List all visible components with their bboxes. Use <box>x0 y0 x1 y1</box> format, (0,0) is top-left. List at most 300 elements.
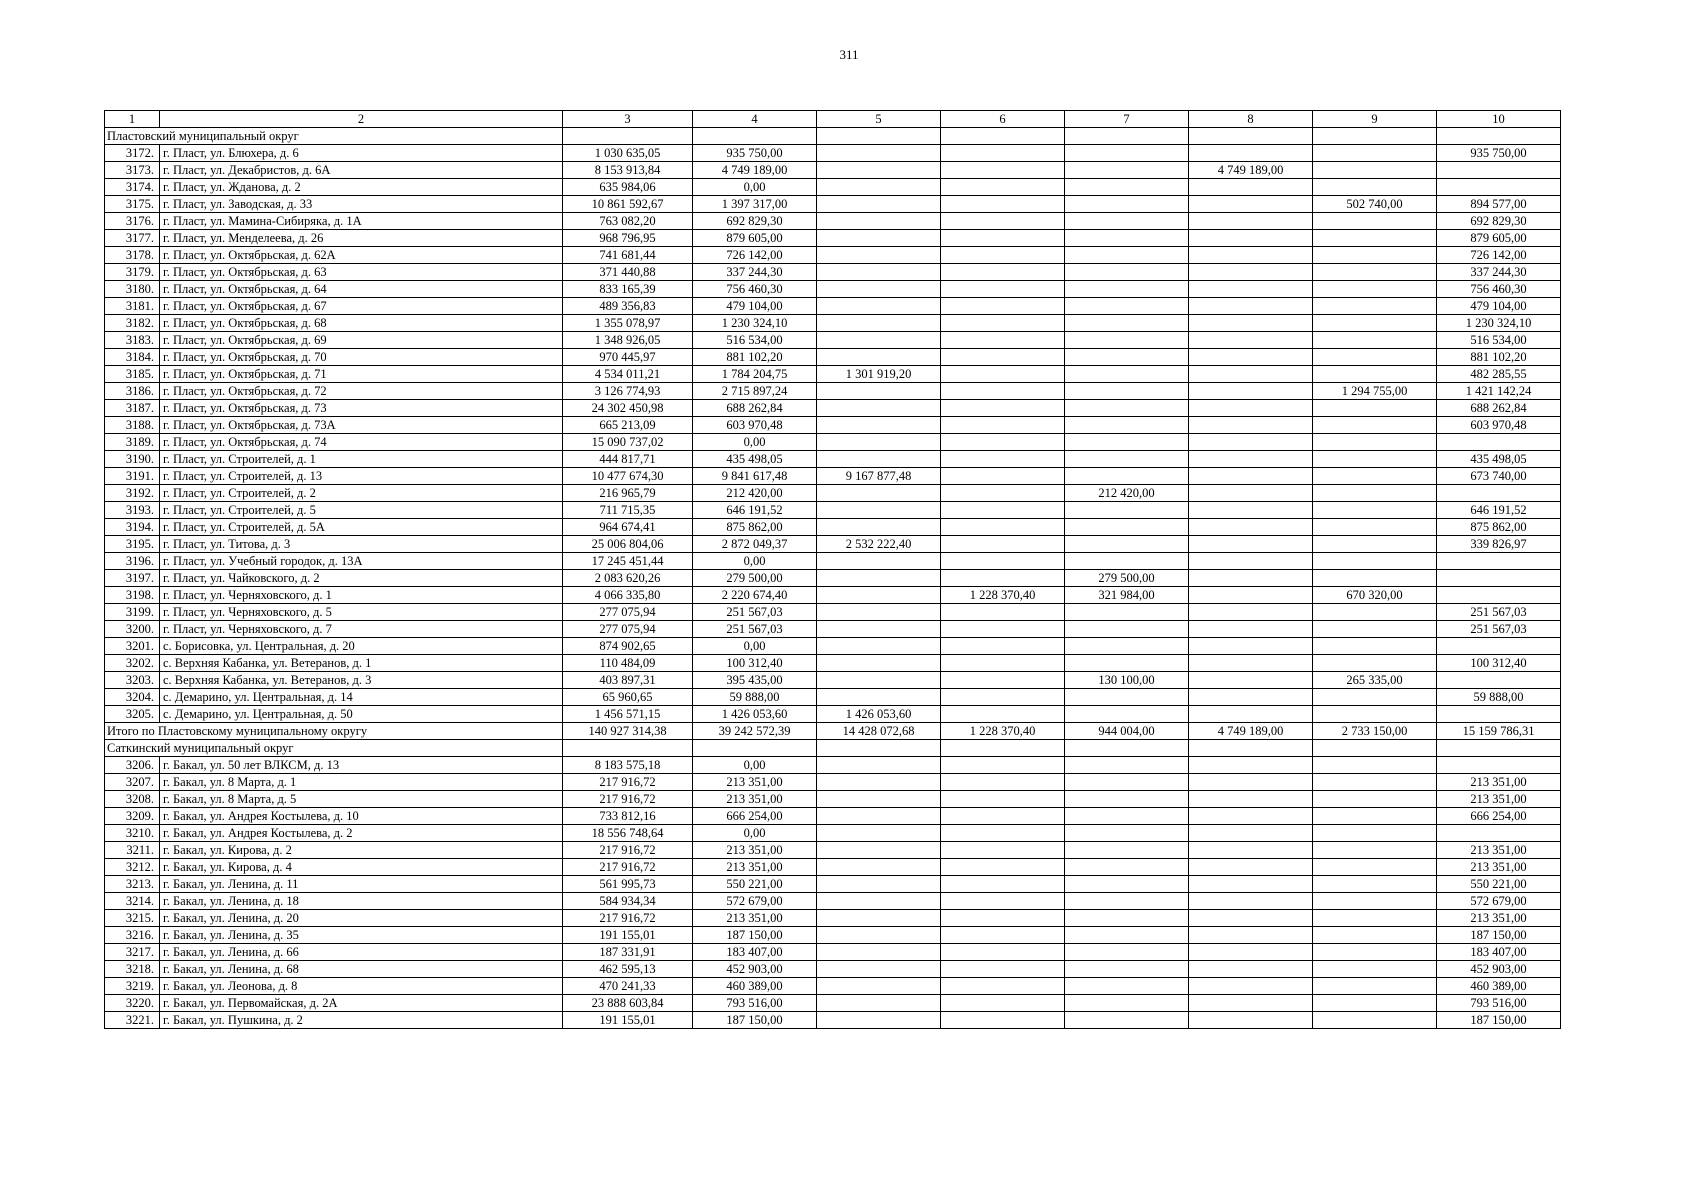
table-cell: 793 516,00 <box>693 995 817 1012</box>
table-cell: 1 397 317,00 <box>693 196 817 213</box>
table-cell <box>817 893 941 910</box>
table-cell: 2 872 049,37 <box>693 536 817 553</box>
table-cell: 756 460,30 <box>1437 281 1561 298</box>
table-cell: 874 902,65 <box>563 638 693 655</box>
address-cell: с. Борисовка, ул. Центральная, д. 20 <box>160 638 563 655</box>
table-row <box>105 332 1561 349</box>
table-cell <box>1313 910 1437 927</box>
table-cell: 213 351,00 <box>693 859 817 876</box>
table-cell <box>563 740 693 757</box>
table-cell: 894 577,00 <box>1437 196 1561 213</box>
table-cell: 183 407,00 <box>1437 944 1561 961</box>
table-cell: 0,00 <box>693 757 817 774</box>
table-cell <box>563 128 693 145</box>
row-number: 3219. <box>105 978 160 995</box>
address-cell: г. Пласт, ул. Октябрьская, д. 73 <box>160 400 563 417</box>
address-cell: г. Бакал, ул. Ленина, д. 66 <box>160 944 563 961</box>
group-label: Саткинский муниципальный округ <box>105 740 563 757</box>
table-cell <box>1313 179 1437 196</box>
table-cell: 110 484,09 <box>563 655 693 672</box>
table-row <box>105 213 1561 230</box>
address-cell: г. Пласт, ул. Октябрьская, д. 72 <box>160 383 563 400</box>
data-table <box>104 110 1561 1029</box>
header-row <box>105 111 1561 128</box>
table-cell: 213 351,00 <box>1437 859 1561 876</box>
table-cell: 881 102,20 <box>1437 349 1561 366</box>
table-row <box>105 196 1561 213</box>
table-cell: 572 679,00 <box>1437 893 1561 910</box>
table-cell <box>817 570 941 587</box>
table-cell <box>1189 1012 1313 1029</box>
table-cell <box>1189 349 1313 366</box>
table-cell: 479 104,00 <box>1437 298 1561 315</box>
row-number: 3220. <box>105 995 160 1012</box>
table-cell: 833 165,39 <box>563 281 693 298</box>
table-row <box>105 842 1561 859</box>
table-cell: 10 477 674,30 <box>563 468 693 485</box>
table-cell: 435 498,05 <box>1437 451 1561 468</box>
row-number: 3183. <box>105 332 160 349</box>
table-cell <box>1313 502 1437 519</box>
table-cell <box>817 995 941 1012</box>
table-cell <box>1065 927 1189 944</box>
table-cell: 212 420,00 <box>693 485 817 502</box>
table-cell <box>941 774 1065 791</box>
table-cell <box>1437 587 1561 604</box>
table-cell <box>941 842 1065 859</box>
table-cell <box>941 468 1065 485</box>
table-cell <box>817 230 941 247</box>
table-cell <box>1065 774 1189 791</box>
table-cell <box>941 825 1065 842</box>
table-cell <box>1437 553 1561 570</box>
address-cell: г. Пласт, ул. Строителей, д. 5А <box>160 519 563 536</box>
row-number: 3172. <box>105 145 160 162</box>
address-cell: с. Демарино, ул. Центральная, д. 50 <box>160 706 563 723</box>
table-cell <box>1437 706 1561 723</box>
table-cell <box>1189 570 1313 587</box>
table-cell <box>941 213 1065 230</box>
table-cell <box>941 910 1065 927</box>
table-cell <box>1065 740 1189 757</box>
table-cell <box>817 349 941 366</box>
table-cell: 0,00 <box>693 638 817 655</box>
table-cell <box>1313 1012 1437 1029</box>
table-cell <box>1313 825 1437 842</box>
table-cell <box>1065 553 1189 570</box>
table-cell <box>941 247 1065 264</box>
table-cell <box>941 995 1065 1012</box>
table-cell <box>1065 706 1189 723</box>
table-cell <box>941 502 1065 519</box>
table-cell <box>817 519 941 536</box>
table-cell <box>817 485 941 502</box>
row-number: 3194. <box>105 519 160 536</box>
table-cell: 1 348 926,05 <box>563 332 693 349</box>
table-cell <box>1189 825 1313 842</box>
table-cell <box>1313 536 1437 553</box>
table-cell <box>1313 808 1437 825</box>
table-cell: 879 605,00 <box>693 230 817 247</box>
table-cell <box>1065 842 1189 859</box>
table-cell <box>1313 485 1437 502</box>
table-row <box>105 553 1561 570</box>
table-cell: 666 254,00 <box>1437 808 1561 825</box>
table-cell: 212 420,00 <box>1065 485 1189 502</box>
table-cell <box>1313 774 1437 791</box>
table-cell <box>1065 536 1189 553</box>
table-cell <box>817 281 941 298</box>
table-cell <box>941 655 1065 672</box>
table-row <box>105 927 1561 944</box>
address-cell: г. Бакал, ул. Кирова, д. 2 <box>160 842 563 859</box>
address-cell: г. Бакал, ул. Пушкина, д. 2 <box>160 1012 563 1029</box>
table-cell <box>941 315 1065 332</box>
table-cell <box>1065 247 1189 264</box>
column-header: 3 <box>563 111 693 128</box>
table-cell <box>1065 621 1189 638</box>
table-row <box>105 655 1561 672</box>
table-cell <box>1189 876 1313 893</box>
table-cell <box>1065 315 1189 332</box>
address-cell: г. Пласт, ул. Октябрьская, д. 68 <box>160 315 563 332</box>
table-cell <box>1313 451 1437 468</box>
row-number: 3202. <box>105 655 160 672</box>
row-number: 3199. <box>105 604 160 621</box>
table-cell <box>1313 417 1437 434</box>
table-cell <box>941 196 1065 213</box>
table-cell <box>1065 230 1189 247</box>
table-row <box>105 434 1561 451</box>
table-cell <box>1065 298 1189 315</box>
table-row <box>105 298 1561 315</box>
table-cell: 1 230 324,10 <box>1437 315 1561 332</box>
row-number: 3214. <box>105 893 160 910</box>
table-cell: 100 312,40 <box>1437 655 1561 672</box>
table-cell <box>1437 179 1561 196</box>
table-cell <box>1189 638 1313 655</box>
table-cell <box>1189 332 1313 349</box>
table-cell: 59 888,00 <box>693 689 817 706</box>
table-cell <box>1065 264 1189 281</box>
table-cell: 213 351,00 <box>1437 910 1561 927</box>
table-cell <box>817 672 941 689</box>
table-cell <box>1313 621 1437 638</box>
table-cell: 187 150,00 <box>1437 927 1561 944</box>
table-cell <box>941 757 1065 774</box>
table-cell <box>1313 213 1437 230</box>
table-row <box>105 247 1561 264</box>
table-cell <box>941 961 1065 978</box>
table-cell: 213 351,00 <box>1437 842 1561 859</box>
row-number: 3191. <box>105 468 160 485</box>
address-cell: г. Пласт, ул. Октябрьская, д. 71 <box>160 366 563 383</box>
table-row <box>105 638 1561 655</box>
table-cell <box>941 162 1065 179</box>
row-number: 3201. <box>105 638 160 655</box>
table-cell <box>817 842 941 859</box>
table-cell: 4 749 189,00 <box>693 162 817 179</box>
table-cell: 2 220 674,40 <box>693 587 817 604</box>
table-cell <box>1313 927 1437 944</box>
table-cell: 1 784 204,75 <box>693 366 817 383</box>
table-cell <box>1313 893 1437 910</box>
table-cell <box>1065 281 1189 298</box>
table-cell <box>1189 604 1313 621</box>
table-cell <box>1189 536 1313 553</box>
table-cell <box>1065 213 1189 230</box>
table-cell <box>941 128 1065 145</box>
table-cell <box>941 808 1065 825</box>
table-cell <box>1189 689 1313 706</box>
table-cell: 140 927 314,38 <box>563 723 693 740</box>
table-cell: 1 456 571,15 <box>563 706 693 723</box>
table-row <box>105 468 1561 485</box>
table-cell: 561 995,73 <box>563 876 693 893</box>
table-cell <box>817 417 941 434</box>
table-cell: 4 066 335,80 <box>563 587 693 604</box>
table-cell <box>1313 332 1437 349</box>
table-cell <box>1189 230 1313 247</box>
table-cell <box>1189 961 1313 978</box>
table-cell: 756 460,30 <box>693 281 817 298</box>
table-row <box>105 264 1561 281</box>
address-cell: г. Пласт, ул. Октябрьская, д. 63 <box>160 264 563 281</box>
row-number: 3180. <box>105 281 160 298</box>
table-cell <box>1065 995 1189 1012</box>
table-cell: 968 796,95 <box>563 230 693 247</box>
table-cell: 763 082,20 <box>563 213 693 230</box>
table-cell: 460 389,00 <box>693 978 817 995</box>
table-cell: 502 740,00 <box>1313 196 1437 213</box>
total-row <box>105 723 1561 740</box>
table-cell <box>1189 298 1313 315</box>
column-header: 10 <box>1437 111 1561 128</box>
table-row <box>105 859 1561 876</box>
table-cell <box>1189 995 1313 1012</box>
table-row <box>105 383 1561 400</box>
row-number: 3192. <box>105 485 160 502</box>
table-row <box>105 570 1561 587</box>
table-cell <box>1189 485 1313 502</box>
table-cell: 100 312,40 <box>693 655 817 672</box>
table-cell <box>941 332 1065 349</box>
table-cell <box>1189 944 1313 961</box>
row-number: 3186. <box>105 383 160 400</box>
table-cell: 217 916,72 <box>563 791 693 808</box>
table-row <box>105 417 1561 434</box>
page-number: 311 <box>839 47 859 62</box>
table-row <box>105 621 1561 638</box>
table-cell <box>1065 128 1189 145</box>
address-cell: с. Верхняя Кабанка, ул. Ветеранов, д. 1 <box>160 655 563 672</box>
row-number: 3197. <box>105 570 160 587</box>
table-cell <box>817 502 941 519</box>
table-cell <box>817 247 941 264</box>
address-cell: г. Бакал, ул. Ленина, д. 18 <box>160 893 563 910</box>
table-cell <box>1313 400 1437 417</box>
table-cell <box>1065 400 1189 417</box>
table-cell <box>1189 774 1313 791</box>
table-cell: 1 355 078,97 <box>563 315 693 332</box>
table-cell: 1 421 142,24 <box>1437 383 1561 400</box>
table-cell: 673 740,00 <box>1437 468 1561 485</box>
table-cell: 1 030 635,05 <box>563 145 693 162</box>
table-cell <box>1189 502 1313 519</box>
table-cell: 17 245 451,44 <box>563 553 693 570</box>
table-cell <box>1437 485 1561 502</box>
table-cell <box>1189 808 1313 825</box>
table-row <box>105 910 1561 927</box>
table-cell <box>941 927 1065 944</box>
table-cell: 692 829,30 <box>1437 213 1561 230</box>
table-cell <box>1189 383 1313 400</box>
table-cell <box>1313 689 1437 706</box>
table-cell: 435 498,05 <box>693 451 817 468</box>
table-cell <box>1313 434 1437 451</box>
table-cell <box>1189 757 1313 774</box>
table-cell: 403 897,31 <box>563 672 693 689</box>
table-cell: 277 075,94 <box>563 604 693 621</box>
table-cell: 187 150,00 <box>693 927 817 944</box>
table-cell <box>941 553 1065 570</box>
table-cell <box>941 281 1065 298</box>
table-cell: 213 351,00 <box>693 842 817 859</box>
table-cell <box>941 485 1065 502</box>
table-cell <box>941 621 1065 638</box>
row-number: 3190. <box>105 451 160 468</box>
table-cell <box>1313 349 1437 366</box>
table-cell: 339 826,97 <box>1437 536 1561 553</box>
table-row <box>105 978 1561 995</box>
table-cell: 550 221,00 <box>693 876 817 893</box>
table-cell: 875 862,00 <box>693 519 817 536</box>
table-cell <box>817 196 941 213</box>
table-cell: 1 301 919,20 <box>817 366 941 383</box>
address-cell: г. Пласт, ул. Декабристов, д. 6А <box>160 162 563 179</box>
table-cell: 217 916,72 <box>563 859 693 876</box>
table-row <box>105 757 1561 774</box>
table-cell <box>1313 791 1437 808</box>
table-cell <box>941 366 1065 383</box>
table-cell <box>1065 876 1189 893</box>
table-cell <box>1189 791 1313 808</box>
table-cell: 666 254,00 <box>693 808 817 825</box>
table-cell <box>1065 655 1189 672</box>
table-cell <box>1189 128 1313 145</box>
table-cell <box>1313 944 1437 961</box>
table-cell <box>941 706 1065 723</box>
row-number: 3188. <box>105 417 160 434</box>
table-cell <box>1313 162 1437 179</box>
table-cell: 0,00 <box>693 434 817 451</box>
address-cell: г. Бакал, ул. 50 лет ВЛКСМ, д. 13 <box>160 757 563 774</box>
table-cell <box>1313 553 1437 570</box>
table-cell: 191 155,01 <box>563 1012 693 1029</box>
table-cell <box>941 893 1065 910</box>
table-cell <box>1189 740 1313 757</box>
table-cell <box>1437 128 1561 145</box>
table-cell <box>1189 927 1313 944</box>
table-cell: 1 230 324,10 <box>693 315 817 332</box>
table-cell <box>817 927 941 944</box>
table-cell <box>1313 638 1437 655</box>
table-cell: 187 150,00 <box>1437 1012 1561 1029</box>
column-header: 1 <box>105 111 160 128</box>
table-cell: 879 605,00 <box>1437 230 1561 247</box>
table-cell: 213 351,00 <box>1437 791 1561 808</box>
address-cell: с. Демарино, ул. Центральная, д. 14 <box>160 689 563 706</box>
table-cell: 1 426 053,60 <box>817 706 941 723</box>
table-cell: 213 351,00 <box>693 774 817 791</box>
table-cell <box>1313 264 1437 281</box>
address-cell: г. Бакал, ул. 8 Марта, д. 5 <box>160 791 563 808</box>
table-cell <box>817 859 941 876</box>
table-row <box>105 451 1561 468</box>
table-cell <box>1189 893 1313 910</box>
address-cell: г. Пласт, ул. Октябрьская, д. 67 <box>160 298 563 315</box>
table-cell <box>1313 281 1437 298</box>
table-cell: 550 221,00 <box>1437 876 1561 893</box>
table-cell <box>1437 638 1561 655</box>
total-label: Итого по Пластовскому муниципальному округу <box>105 723 563 740</box>
address-cell: г. Пласт, ул. Строителей, д. 5 <box>160 502 563 519</box>
table-cell <box>1065 961 1189 978</box>
table-row <box>105 706 1561 723</box>
table-row <box>105 774 1561 791</box>
table-cell: 14 428 072,68 <box>817 723 941 740</box>
table-row <box>105 587 1561 604</box>
table-cell <box>1313 842 1437 859</box>
table-cell <box>1189 264 1313 281</box>
table-cell <box>1189 978 1313 995</box>
table-cell: 2 083 620,26 <box>563 570 693 587</box>
row-number: 3179. <box>105 264 160 281</box>
table-cell: 479 104,00 <box>693 298 817 315</box>
table-cell: 251 567,03 <box>1437 621 1561 638</box>
table-cell: 646 191,52 <box>693 502 817 519</box>
table-row <box>105 961 1561 978</box>
table-cell <box>1313 961 1437 978</box>
table-row <box>105 502 1561 519</box>
table-cell <box>817 689 941 706</box>
table-cell: 1 294 755,00 <box>1313 383 1437 400</box>
table-cell: 321 984,00 <box>1065 587 1189 604</box>
table-cell <box>1189 451 1313 468</box>
table-cell <box>1065 468 1189 485</box>
table-cell <box>817 145 941 162</box>
group-row <box>105 740 1561 757</box>
address-cell: г. Пласт, ул. Строителей, д. 1 <box>160 451 563 468</box>
address-cell: г. Пласт, ул. Учебный городок, д. 13А <box>160 553 563 570</box>
address-cell: г. Бакал, ул. Кирова, д. 4 <box>160 859 563 876</box>
table-cell: 23 888 603,84 <box>563 995 693 1012</box>
table-cell <box>941 978 1065 995</box>
row-number: 3210. <box>105 825 160 842</box>
table-row <box>105 825 1561 842</box>
table-cell: 0,00 <box>693 825 817 842</box>
row-number: 3203. <box>105 672 160 689</box>
table-row <box>105 893 1561 910</box>
row-number: 3177. <box>105 230 160 247</box>
table-cell: 277 075,94 <box>563 621 693 638</box>
table-cell <box>817 876 941 893</box>
table-cell: 733 812,16 <box>563 808 693 825</box>
row-number: 3213. <box>105 876 160 893</box>
address-cell: г. Пласт, ул. Октябрьская, д. 64 <box>160 281 563 298</box>
row-number: 3209. <box>105 808 160 825</box>
row-number: 3217. <box>105 944 160 961</box>
